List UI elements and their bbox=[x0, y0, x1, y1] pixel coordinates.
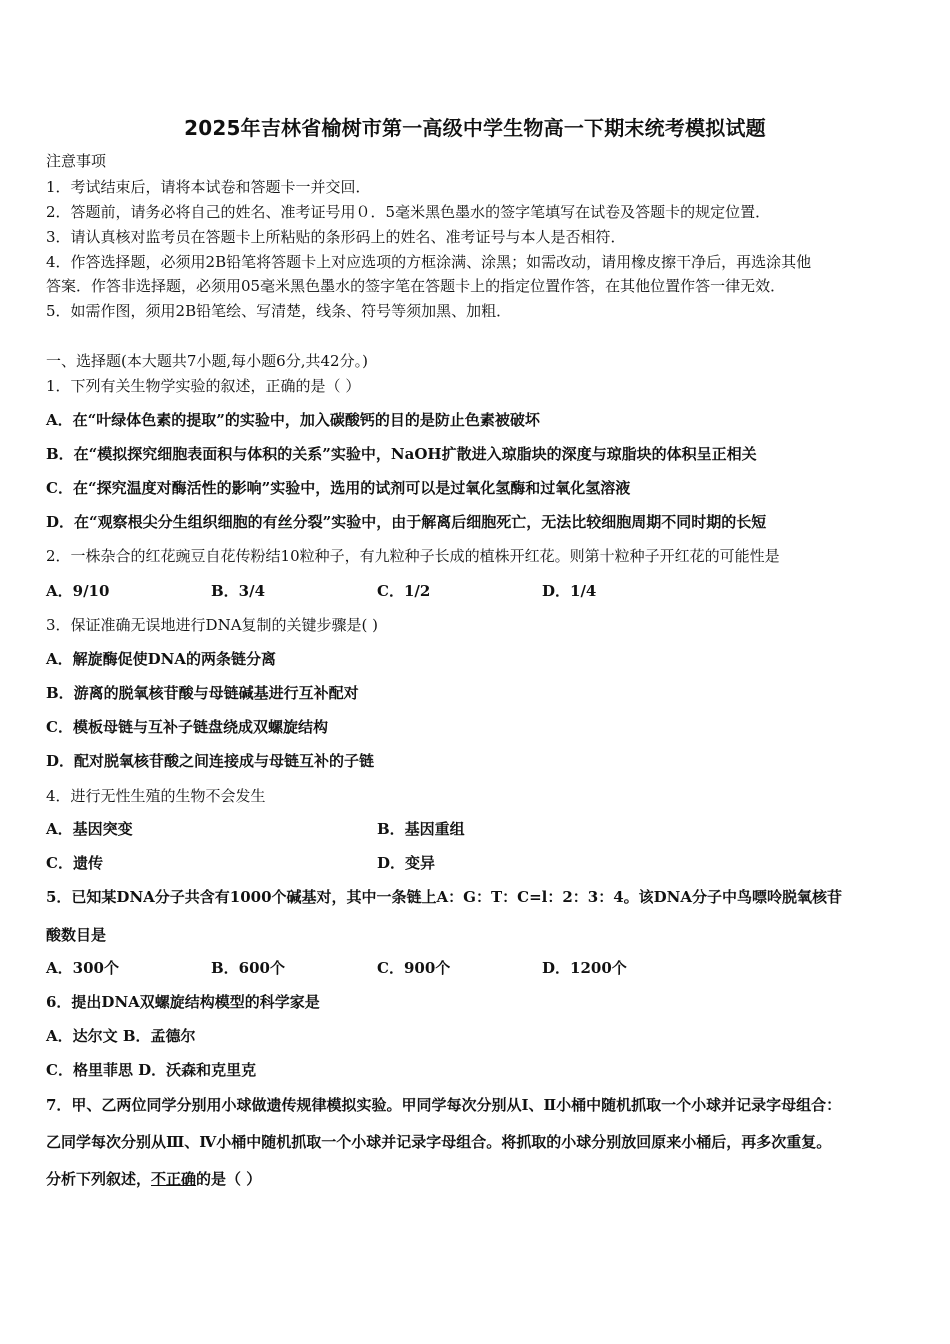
option-c: C．900个 bbox=[377, 959, 451, 977]
question-stem: 3．保证准确无误地进行DNA复制的关键步骤是( ) bbox=[46, 616, 379, 634]
notice-item: 2．答题前，请务必将自己的姓名、准考证号用０．5毫米黑色墨水的签字笔填写在试卷及答题卡的规定位置． bbox=[46, 203, 771, 221]
option-b: B．600个 bbox=[211, 959, 285, 977]
option-b: B．3/4 bbox=[211, 582, 266, 600]
option-a: A．在“叶绿体色素的提取”的实验中，加入碳酸钙的目的是防止色素被破坏 bbox=[46, 411, 540, 429]
options-row: C．格里菲思 D．沃森和克里克 bbox=[46, 1061, 257, 1079]
option-d: D．配对脱氧核苷酸之间连接成与母链互补的子链 bbox=[46, 752, 375, 770]
notice-heading: 注意事项 bbox=[46, 152, 107, 170]
question-stem: 6．提出DNA双螺旋结构模型的科学家是 bbox=[46, 993, 320, 1011]
question-stem-continued bbox=[46, 1169, 261, 1189]
question-stem-continued: 乙同学每次分别从Ⅲ、Ⅳ小桶中随机抓取一个小球并记录字母组合。将抓取的小球分别放回原来小桶后，再多次重复。 bbox=[46, 1133, 832, 1151]
notice-item: 1．考试结束后，请将本试卷和答题卡一并交回． bbox=[46, 178, 371, 196]
option-b: B．基因重组 bbox=[377, 820, 465, 838]
option-a: A．9/10 bbox=[46, 582, 110, 600]
option-c: C．在“探究温度对酶活性的影响”实验中，选用的试剂可以是过氧化氢酶和过氧化氢溶液 bbox=[46, 479, 631, 497]
question-stem: 7．甲、乙两位同学分别用小球做遗传规律模拟实验。甲同学每次分别从Ⅰ、Ⅱ小桶中随机抓取一个小球并记录字母组合： bbox=[46, 1096, 842, 1114]
notice-item: 3．请认真核对监考员在答题卡上所粘贴的条形码上的姓名、准考证号与本人是否相符． bbox=[46, 228, 626, 246]
options-row: A．达尔文 B．孟德尔 bbox=[46, 1027, 196, 1045]
notice-item: 4．作答选择题，必须用2B铅笔将答题卡上对应选项的方框涂满、涂黑；如需改动，请用橡皮擦干净后，再选涂其他 bbox=[46, 253, 812, 271]
option-a: A．300个 bbox=[46, 959, 119, 977]
option-c: C．遗传 bbox=[46, 854, 103, 872]
option-b: B．游离的脱氧核苷酸与母链碱基进行互补配对 bbox=[46, 684, 359, 702]
option-d: D．变异 bbox=[377, 854, 436, 872]
option-b: B．在“模拟探究细胞表面积与体积的关系”实验中，NaOH扩散进入琼脂块的深度与琼脂块的体积呈正相关 bbox=[46, 445, 757, 463]
option-d: D．1200个 bbox=[542, 959, 627, 977]
option-c: C．1/2 bbox=[377, 582, 431, 600]
section-heading: 一、选择题(本大题共7小题,每小题6分,共42分。) bbox=[46, 352, 368, 370]
option-d: D．1/4 bbox=[542, 582, 597, 600]
option-a: A．基因突变 bbox=[46, 820, 133, 838]
question-stem: 4．进行无性生殖的生物不会发生 bbox=[46, 787, 266, 805]
question-stem-continued: 酸数目是 bbox=[46, 926, 107, 944]
option-a: A．解旋酶促使DNA的两条链分离 bbox=[46, 650, 276, 668]
question-stem: 1．下列有关生物学实验的叙述，正确的是（ ） bbox=[46, 377, 361, 395]
stem-text: 分析下列叙述， bbox=[46, 1170, 152, 1188]
question-stem: 5．已知某DNA分子共含有1000个碱基对，其中一条链上A：G：T：C=l：2：3：4。该DNA分子中鸟嘌呤脱氧核苷 bbox=[46, 888, 843, 906]
page-title: 2025年吉林省榆树市第一高级中学生物高一下期末统考模拟试题 bbox=[184, 116, 766, 140]
stem-text: 的是（ ） bbox=[196, 1170, 262, 1188]
option-c: C．模板母链与互补子链盘绕成双螺旋结构 bbox=[46, 718, 328, 736]
option-d: D．在“观察根尖分生组织细胞的有丝分裂”实验中，由于解离后细胞死亡，无法比较细胞周期不同时期的长短 bbox=[46, 513, 767, 531]
emphasis-text: 不正确 bbox=[151, 1170, 197, 1188]
notice-item: 5．如需作图，须用2B铅笔绘、写清楚，线条、符号等须加黑、加粗． bbox=[46, 302, 512, 320]
notice-item: 答案．作答非选择题，必须用05毫米黑色墨水的签字笔在答题卡上的指定位置作答，在其他位置作答一律无效． bbox=[46, 277, 786, 295]
question-stem: 2．一株杂合的红花豌豆自花传粉结10粒种子，有九粒种子长成的植株开红花。则第十粒种子开红花的可能性是 bbox=[46, 547, 780, 565]
